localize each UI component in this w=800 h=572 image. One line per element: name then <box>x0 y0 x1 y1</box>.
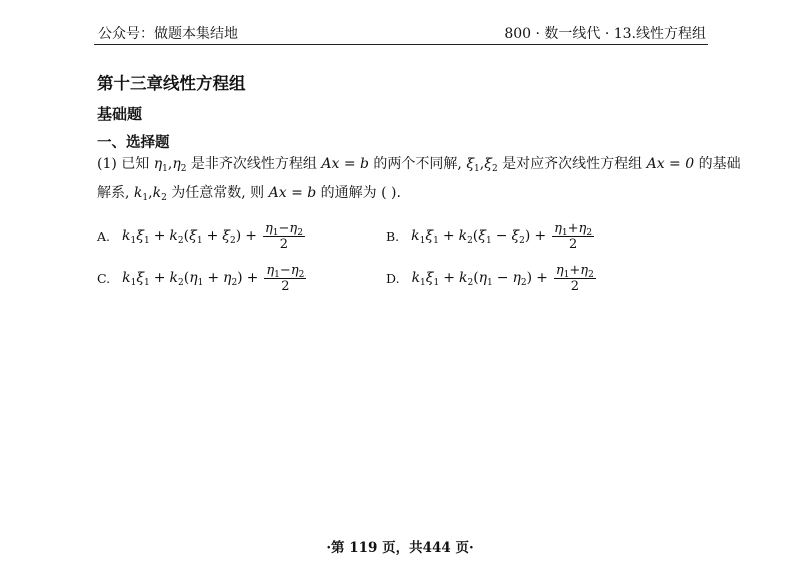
xi2-symbol: $\xi_2$ <box>222 228 236 246</box>
option-a[interactable] <box>97 216 307 256</box>
k2-symbol: $k_2$ <box>458 270 474 288</box>
eta-pair: $\eta_1,\eta_2$ <box>153 156 187 174</box>
fraction-numerator: $\eta_1+\eta_2$ <box>554 220 593 238</box>
option-label: C. <box>97 270 111 286</box>
eta2-symbol: $\eta_2$ <box>223 270 238 288</box>
section-title: 基础题 <box>97 105 143 123</box>
question-text-known: 已知 <box>121 156 150 172</box>
eta1-symbol: $\eta_1$ <box>478 270 493 288</box>
option-formula: $k_1$ $\xi_1$ + $k_2$ ( $\xi_1$ − $\xi_2$ ) + $\frac{\eta_1+\eta_2}{2}$ <box>411 220 593 252</box>
option-formula: $k_1$ $\xi_1$ + $k_2$ ( $\eta_1$ + $\eta_2$ ) + $\frac{\eta_1-\eta_2}{2}$ <box>122 262 305 294</box>
fraction-numerator: $\eta_1-\eta_2$ <box>264 220 303 238</box>
fraction-denominator: 2 <box>570 278 579 294</box>
fraction-numerator: $\eta_1-\eta_2$ <box>266 262 305 280</box>
xi1-symbol: $\xi_1$ <box>478 228 492 246</box>
eta2-symbol: $\eta_2$ <box>512 270 527 288</box>
question-text-general: 的通解为 <box>320 185 377 201</box>
question-line-1 <box>97 155 741 173</box>
fraction-denominator: 2 <box>568 236 578 252</box>
equation-axb: Ax = b <box>321 156 369 172</box>
option-label: B. <box>386 228 400 244</box>
question-text-homog: 是对应齐次线性方程组 <box>502 156 643 172</box>
fraction <box>552 221 594 252</box>
option-label: A. <box>97 228 111 244</box>
equation-ax0: Ax = 0 <box>646 156 695 172</box>
xi1-symbol: $\xi_1$ <box>425 270 440 288</box>
xi1-symbol: $\xi_1$ <box>189 228 203 246</box>
fraction <box>264 263 306 294</box>
k1-symbol: $k_1$ <box>411 270 426 288</box>
fraction <box>263 221 305 252</box>
xi1-symbol: $\xi_1$ <box>425 228 439 246</box>
question-number: (1) <box>97 156 117 172</box>
answer-blank: ( ). <box>381 185 401 201</box>
option-c[interactable] <box>97 258 308 298</box>
option-formula: $k_1$ $\xi_1$ + $k_2$ ( $\xi_1$ + $\xi_2$ ) + $\frac{\eta_1-\eta_2}{2}$ <box>122 220 303 252</box>
k1-symbol: $k_1$ <box>411 228 426 246</box>
running-header <box>94 22 708 45</box>
question-text-basis-system: 解系, <box>97 185 130 201</box>
page-footer: ·第 119 页，共444 页· <box>326 540 474 556</box>
fraction-denominator: 2 <box>281 278 290 294</box>
k1-symbol: $k_1$ <box>122 270 137 288</box>
option-d[interactable] <box>386 258 598 298</box>
question-text-nonhomog: 是非齐次线性方程组 <box>190 156 317 172</box>
k-pair: $k_1,k_2$ <box>133 185 167 203</box>
question-text-two-solutions: 的两个不同解, <box>373 156 462 172</box>
question-text-basis-tail: 的基础 <box>698 156 741 172</box>
xi2-symbol: $\xi_2$ <box>511 228 525 246</box>
chapter-title: 第十三章线性方程组 <box>97 74 246 93</box>
option-label: D. <box>386 270 400 286</box>
option-b[interactable] <box>386 216 596 256</box>
k1-symbol: $k_1$ <box>122 228 137 246</box>
xi-pair: $\xi_1,\xi_2$ <box>466 156 498 174</box>
question-line-2 <box>97 184 401 202</box>
k2-symbol: $k_2$ <box>458 228 473 246</box>
subsection-title: 一、选择题 <box>97 134 170 151</box>
xi1-symbol: $\xi_1$ <box>136 270 150 288</box>
k2-symbol: $k_2$ <box>169 228 184 246</box>
fraction-denominator: 2 <box>279 236 289 252</box>
fraction <box>554 263 596 294</box>
header-left-text: 公众号：做题本集结地 <box>98 26 238 42</box>
eta1-symbol: $\eta_1$ <box>189 270 204 288</box>
header-right-text: 800 · 数一线代 · 13.线性方程组 <box>504 26 706 42</box>
question-text-arbitrary: 为任意常数, 则 <box>171 185 265 201</box>
option-formula: $k_1$ $\xi_1$ + $k_2$ ( $\eta_1$ − $\eta_2$ ) + $\frac{\eta_1+\eta_2}{2}$ <box>411 262 594 294</box>
equation-axb-2: Ax = b <box>268 185 317 201</box>
xi1-symbol: $\xi_1$ <box>136 228 150 246</box>
k2-symbol: $k_2$ <box>169 270 184 288</box>
fraction-numerator: $\eta_1+\eta_2$ <box>555 262 594 280</box>
